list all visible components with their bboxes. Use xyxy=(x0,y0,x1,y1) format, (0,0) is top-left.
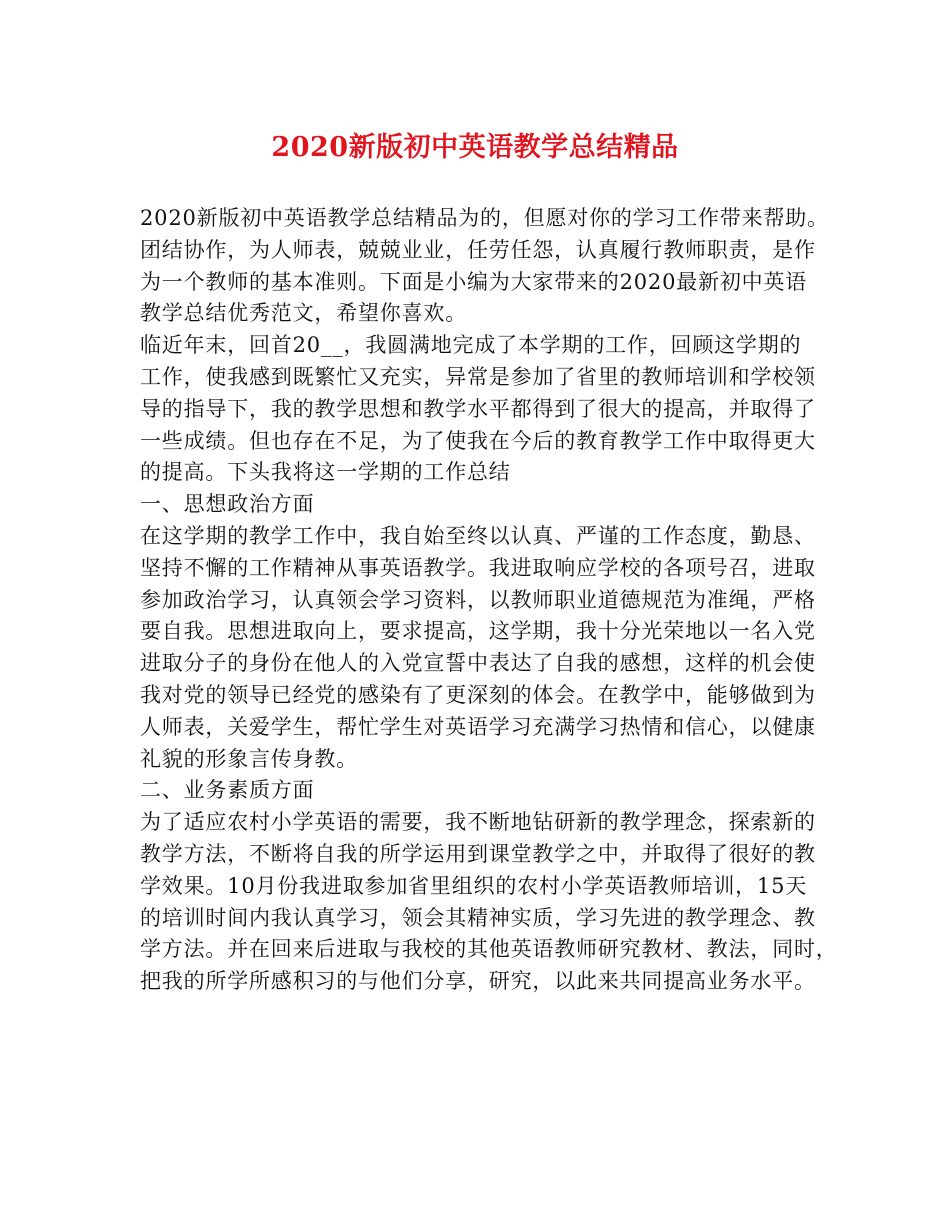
section-heading-political: 一、思想政治方面 xyxy=(140,492,315,517)
body-line: 一些成绩。但也存在不足，为了使我在今后的教育教学工作中取得更大 xyxy=(140,428,816,453)
body-line: 要自我。思想进取向上，要求提高，这学期，我十分光荣地以一名入党 xyxy=(140,619,816,644)
body-line: 坚持不懈的工作精神从事英语教学。我进取响应学校的各项号召，进取 xyxy=(140,555,816,580)
body-line: 参加政治学习，认真领会学习资料，以教师职业道德规范为准绳，严格 xyxy=(140,587,816,612)
body-line: 进取分子的身份在他人的入党宣誓中表达了自我的感想，这样的机会使 xyxy=(140,651,816,676)
body-line: 导的指导下，我的教学思想和教学水平都得到了很大的提高，并取得了 xyxy=(140,396,816,421)
section-heading-professional: 二、业务素质方面 xyxy=(140,778,315,803)
document-body xyxy=(140,203,838,998)
body-line: 在这学期的教学工作中，我自始至终以认真、严谨的工作态度，勤恳、 xyxy=(140,523,816,548)
body-line: 临近年末，回首20__，我圆满地完成了本学期的工作，回顾这学期的 xyxy=(140,333,802,358)
body-line: 为了适应农村小学英语的需要，我不断地钻研新的教学理念，探索新的 xyxy=(140,810,816,835)
body-line: 的培训时间内我认真学习，领会其精神实质，学习先进的教学理念、教 xyxy=(140,905,816,930)
body-line: 教学方法，不断将自我的所学运用到课堂教学之中，并取得了很好的教 xyxy=(140,841,816,866)
body-line: 人师表，关爱学生，帮忙学生对英语学习充满学习热情和信心，以健康 xyxy=(140,714,816,739)
body-line: 把我的所学所感积习的与他们分享，研究，以此来共同提高业务水平。 xyxy=(140,969,816,994)
body-line: 礼貌的形象言传身教。 xyxy=(140,746,358,771)
document-title: 2020新版初中英语教学总结精品 xyxy=(271,132,679,163)
body-line: 为一个教师的基本准则。下面是小编为大家带来的2020最新初中英语 xyxy=(140,269,808,294)
body-line: 团结协作，为人师表，兢兢业业，任劳任怨，认真履行教师职责，是作 xyxy=(140,237,816,262)
body-line: 的提高。下头我将这一学期的工作总结 xyxy=(140,460,511,485)
body-line: 学效果。10月份我进取参加省里组织的农村小学英语教师培训，15天 xyxy=(140,873,808,898)
body-line: 我对党的领导已经党的感染有了更深刻的体会。在教学中，能够做到为 xyxy=(140,682,816,707)
body-line: 教学总结优秀范文，希望你喜欢。 xyxy=(140,301,467,326)
body-line: 学方法。并在回来后进取与我校的其他英语教师研究教材、教法，同时， xyxy=(140,937,838,962)
body-line: 工作，使我感到既繁忙又充实，异常是参加了省里的教师培训和学校领 xyxy=(140,364,816,389)
body-line: 2020新版初中英语教学总结精品为的，但愿对你的学习工作带来帮助。 xyxy=(140,206,829,230)
